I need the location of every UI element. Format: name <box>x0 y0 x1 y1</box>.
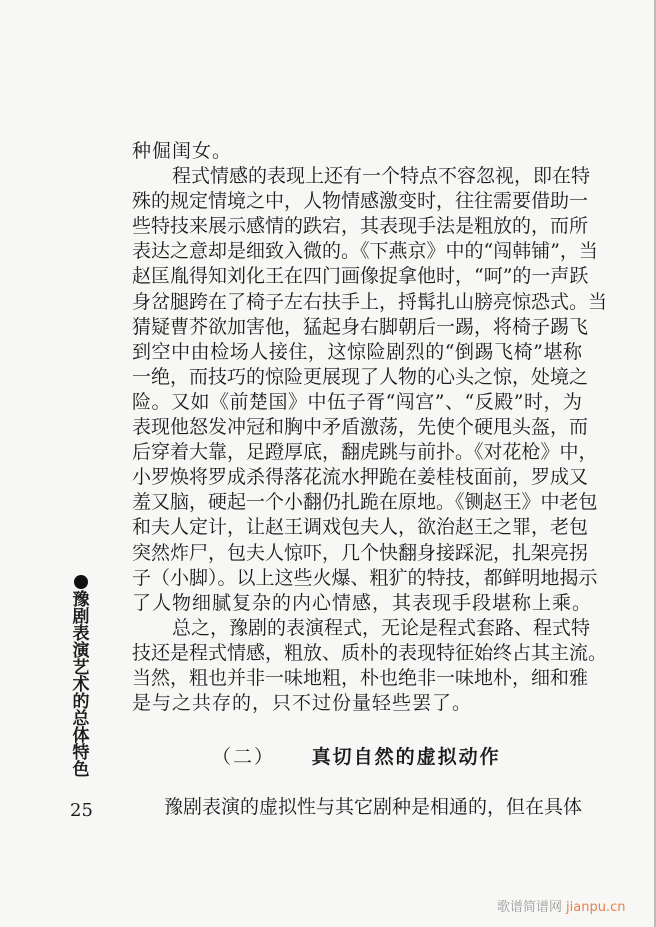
chapter-char: 的 <box>72 692 90 712</box>
chapter-char: 艺 <box>72 658 90 678</box>
section-heading <box>212 742 501 769</box>
text-line: 险。又如《前楚国》中伍子胥“闯宫”、“反殿”时，为 <box>132 390 582 413</box>
chapter-char: 剧 <box>72 607 90 627</box>
text-line: 猜疑曹芥欲加害他，猛起身右脚朝后一踢，将椅子踢飞 <box>132 315 589 338</box>
chapter-char: 术 <box>72 675 90 695</box>
text-line: 殊的规定情境之中，人物情感激变时，往往需要借助一 <box>132 190 589 213</box>
text-line: 一绝，而技巧的惊险更展现了人物的心头之惊，处境之 <box>132 365 589 388</box>
body-text <box>132 139 608 716</box>
text-line: 程式情感的表现上还有一个特点不容忽视，即在特 <box>172 165 591 188</box>
text-line: 子（小脚）。以上这些火爆、粗犷的特技，都鲜明地揭示 <box>132 566 598 589</box>
text-line: 些特技来展示感情的跌宕，其表现手法是粗放的，而所 <box>132 215 589 238</box>
text-line: 赵匡胤得知刘化王在四门画像捉拿他时，“呵”的一声跃 <box>132 265 589 288</box>
section-first-line: 豫剧表演的虚拟性与其它剧种是相通的，但在具体 <box>164 796 583 818</box>
text-line: 当然，粗也并非一味地粗，朴也绝非一味地朴，细和雅 <box>132 666 589 689</box>
section-title: 真切自然的虚拟动作 <box>311 746 501 768</box>
chapter-char: 色 <box>72 760 90 780</box>
chapter-char: 表 <box>72 624 90 644</box>
text-line: 了人物细腻复杂的内心情感，其表现手段堪称上乘。 <box>132 591 593 614</box>
text-line: 是与之共存的，只不过份量轻些罢了。 <box>132 692 473 715</box>
text-line: 后穿着大靠，足蹬厚底，翻虎跳与前扑。《对花枪》中， <box>132 441 598 464</box>
section-number: （二） <box>212 746 276 768</box>
text-line: 羞又脑，硬起一个小翻仍扎跪在原地。《铡赵王》中老包 <box>132 491 598 514</box>
text-line: 表达之意却是细致入微的。《下燕京》中的“闯韩铺”，当 <box>132 240 598 263</box>
text-line: 技还是程式情感，粗放、质朴的表现特征始终占其主流。 <box>132 641 608 664</box>
text-line: 身岔腿跨在了椅子左右扶手上，捋髯扎山膀亮惊恐式。当 <box>132 290 608 313</box>
text-line: 总之，豫剧的表演程式，无论是程式套路、程式特 <box>172 616 591 639</box>
chapter-char: 总 <box>72 709 90 729</box>
text-line: 突然炸尸，包夫人惊吓，几个快翻身接踩泥，扎架亮拐 <box>132 541 589 564</box>
text-line: 到空中由检场人接住，这惊险剧烈的“倒踢飞椅”堪称 <box>132 340 582 363</box>
chapter-sidebar <box>71 575 91 779</box>
watermark-cn: 歌谱简谱网 <box>497 900 563 915</box>
chapter-char: 特 <box>72 743 90 763</box>
chapter-char: 豫 <box>72 590 90 610</box>
watermark <box>497 896 625 915</box>
text-line: 小罗焕将罗成杀得落花流水押跪在姜桂枝面前，罗成又 <box>132 466 589 489</box>
watermark-site: jianpu.cn <box>566 900 626 915</box>
text-line: 种倔闺女。 <box>132 140 233 162</box>
chapter-char: 体 <box>72 726 90 746</box>
text-line: 表现他怒发冲冠和胸中矛盾激荡，先使个硬甩头盔，而 <box>132 416 589 439</box>
page-number: 25 <box>70 800 93 821</box>
bullet-icon <box>74 575 88 589</box>
chapter-char: 演 <box>72 641 90 661</box>
text-line: 和夫人定计，让赵王调戏包夫人，欲治赵王之罪，老包 <box>132 516 589 539</box>
